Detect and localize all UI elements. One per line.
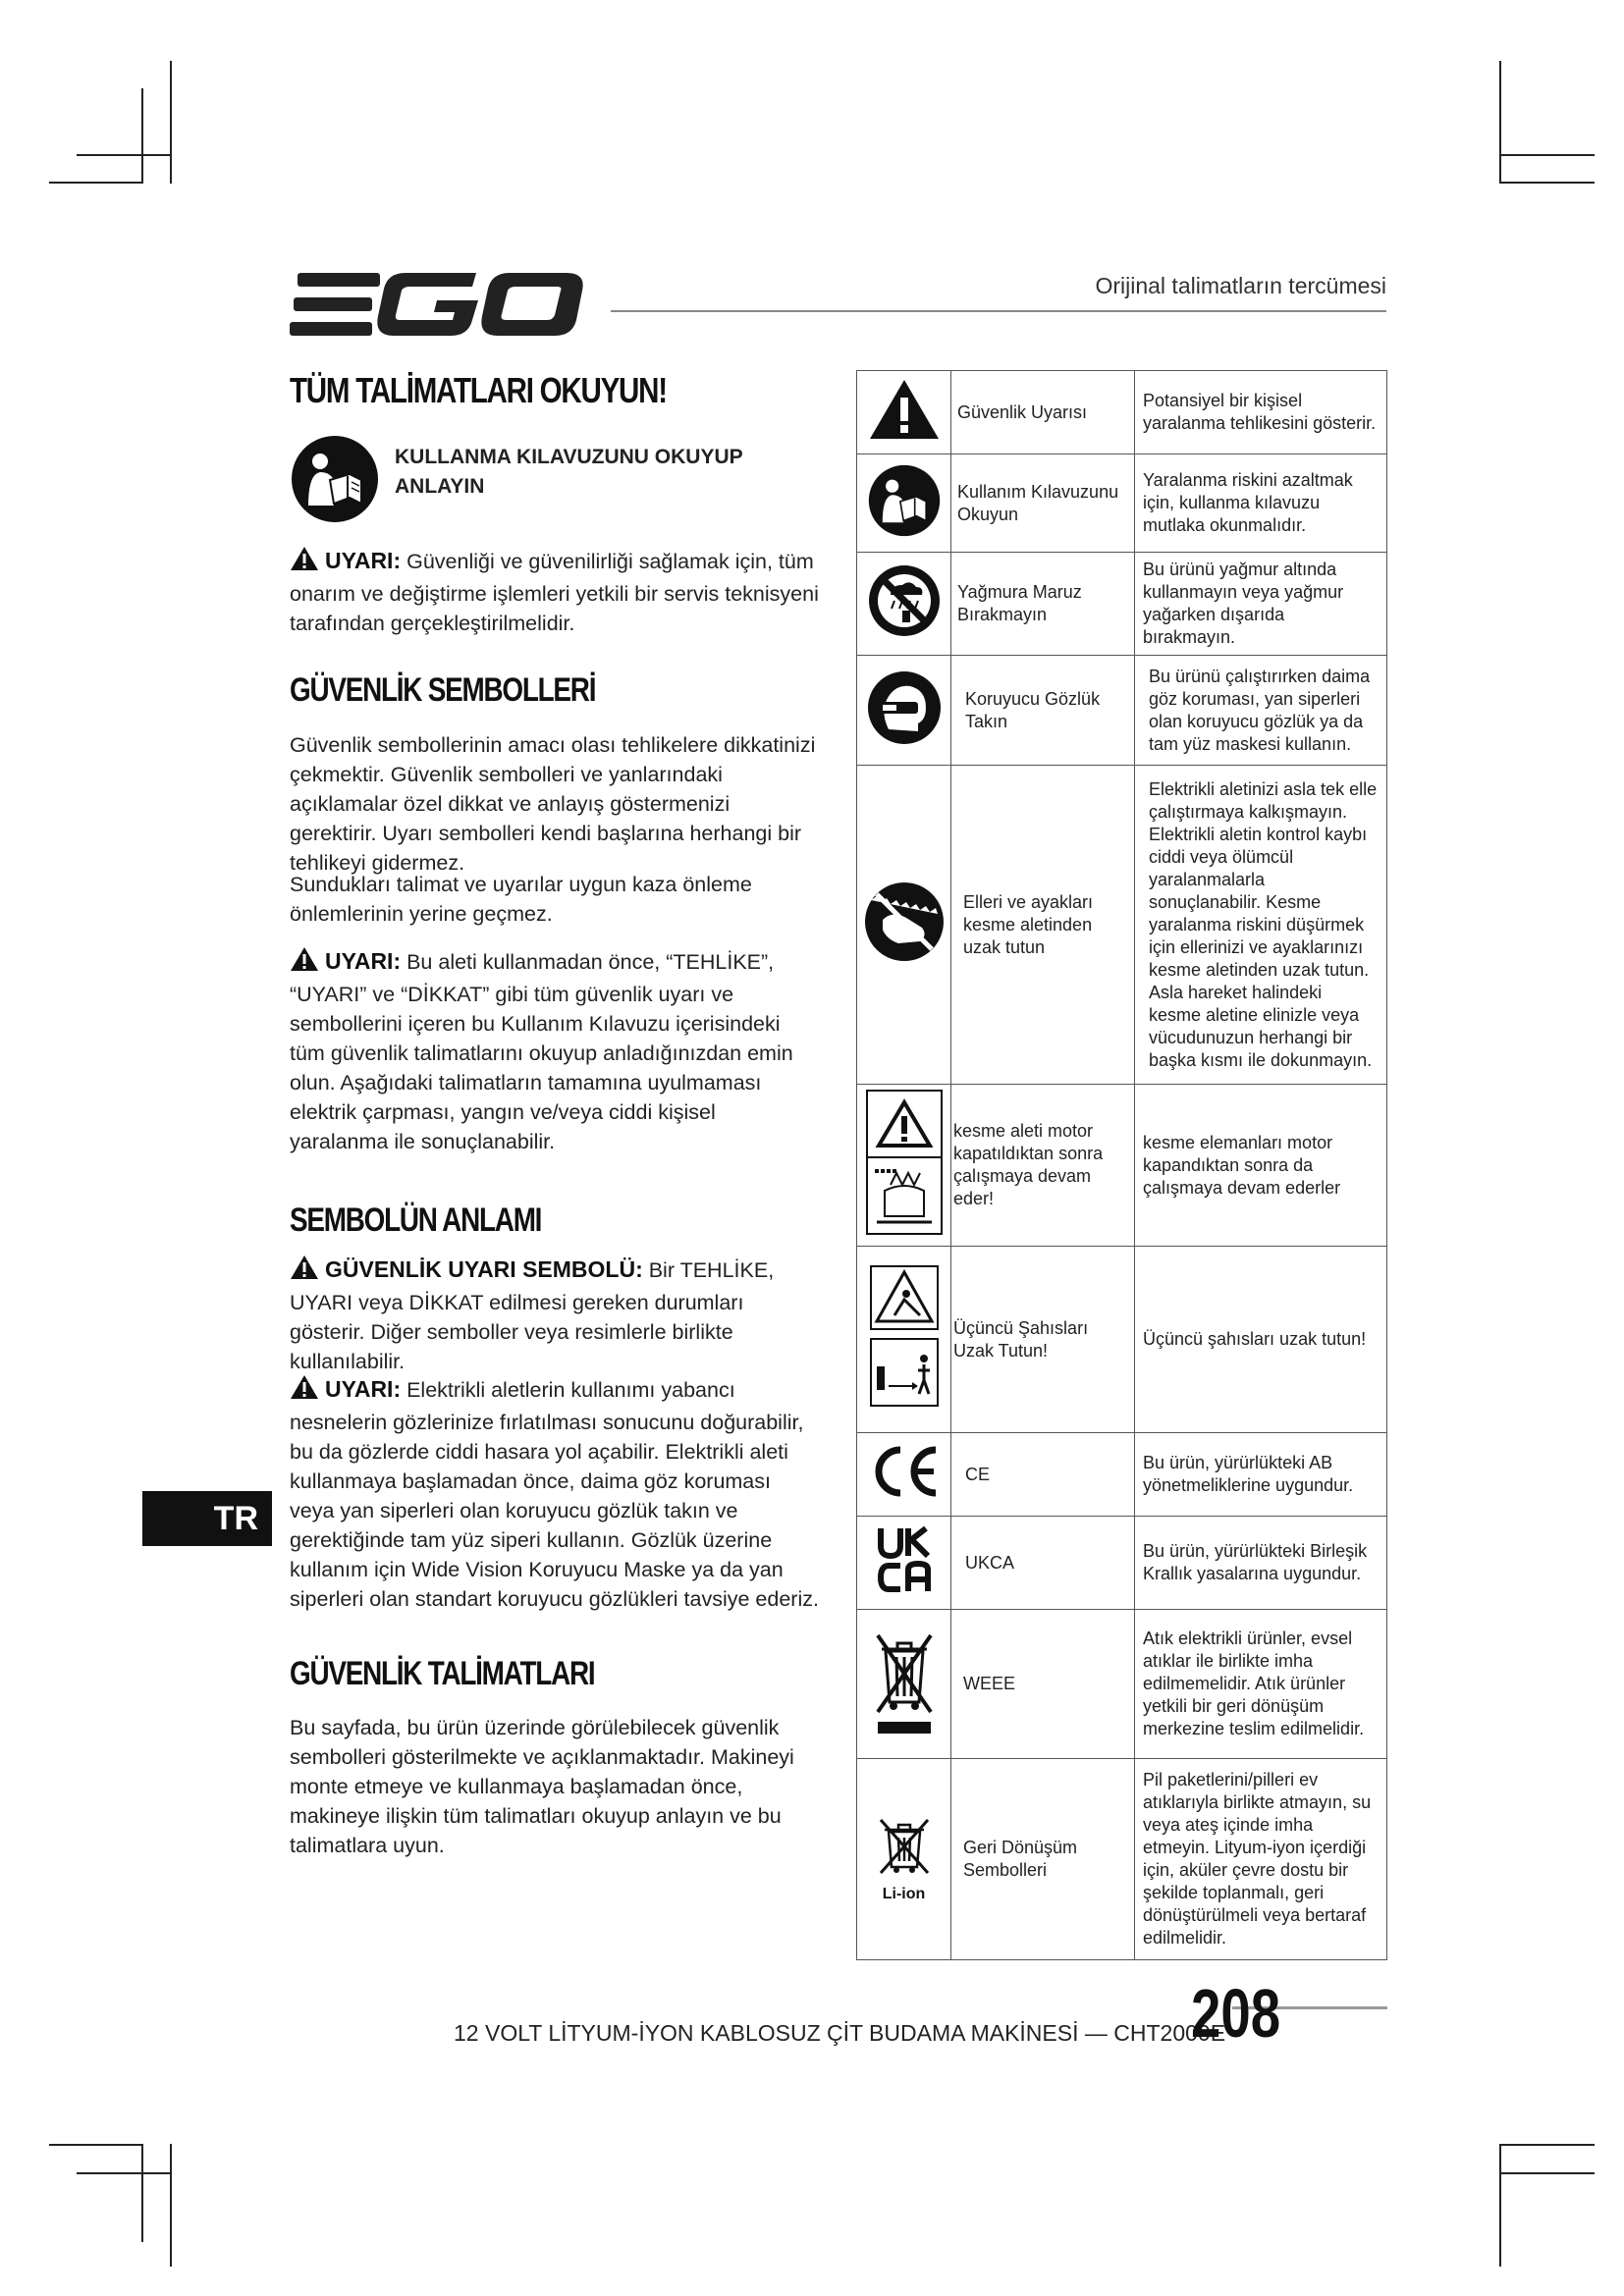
manual-instruction: KULLANMA KILAVUZUNU OKUYUP ANLAYIN (395, 446, 743, 498)
symbol-description: Pil paketlerini/pilleri ev atıklarıyla birlikte atmayın, su veya ateş içinde imha etmeyin. Lityum-iyon içerdiği için, aküler çevre dostu bir şekilde toplanmalı, geri dönüştürülmeli veya bertaraf edilmelidir. (1135, 1759, 1387, 1960)
page-number: 208 (1191, 1975, 1281, 2052)
symbol-name: Kullanım Kılavuzunu Okuyun (951, 454, 1135, 553)
header-subtitle: Orijinal talimatların tercümesi (1095, 273, 1386, 298)
symbol-name: Koruyucu Gözlük Takın (951, 656, 1135, 766)
ce-mark-icon (867, 1444, 942, 1499)
table-row (857, 1759, 1387, 1960)
symbol-icon-cell (857, 766, 951, 1085)
eye-protection-icon (867, 670, 942, 745)
symbol-name: kesme aleti motor kapatıldıktan sonra çalışmaya devam eder! (951, 1085, 1135, 1247)
safety-instructions-heading: GÜVENLİK TALİMATLARI (290, 1655, 595, 1692)
symbols-paragraph-1: Güvenlik sembollerinin amacı olası tehlikelere dikkatinizi çekmektir. Güvenlik sembolleri ve yanlarındaki açıklamalar özel dikkat ve anlayış göstermenizi gerektirir. Uyarı sembolleri kendi başlarına herhangi bir tehlikeyi gidermez. (290, 733, 816, 875)
symbol-icon-cell (857, 1247, 951, 1433)
warning-read-manual: UYARI: Bu aleti kullanmadan önce, “TEHLİKE”, “UYARI” ve “DİKKAT” gibi tüm güvenlik uyarı ve sembollerini içeren bu Kullanım Kılavuzu içerisindeki tüm güvenlik talimatlarını okuyup anladığınızdan emin olun. Aşağıdaki talimatların tamamına uyulmaması elektrik çarpması, yangın ve/veya ciddi kişisel yaralanma ile sonuçlanabilir. (290, 948, 793, 1153)
safety-symbols-heading: GÜVENLİK SEMBOLLERİ (290, 671, 596, 709)
warning-repairs: UYARI: Güvenliği ve güvenilirliği sağlamak için, tüm onarım ve değiştirme işlemleri yetkili bir servis teknisyeni tarafından gerçekleştirilmelidir. (290, 548, 819, 635)
table-row (857, 553, 1387, 656)
symbol-name: Güvenlik Uyarısı (951, 371, 1135, 454)
symbol-description: Bu ürünü çalıştırırken daima göz koruması, yan siperleri olan koruyucu gözlük ya da tam yüz maskesi kullanın. (1135, 656, 1387, 766)
symbol-name: Yağmura Maruz Bırakmayın (951, 553, 1135, 656)
ego-logo (290, 271, 584, 338)
bystanders-icon (865, 1258, 944, 1415)
table-row (857, 1517, 1387, 1610)
table-row (857, 1247, 1387, 1433)
warning-triangle-icon (290, 1374, 319, 1408)
table-row (857, 766, 1387, 1085)
warning-triangle-icon (290, 946, 319, 980)
symbol-name: Üçüncü Şahısları Uzak Tutun! (951, 1247, 1135, 1433)
weee-bin-icon (870, 1628, 939, 1735)
symbol-icon-cell (857, 454, 951, 553)
symbol-description: Bu ürün, yürürlükteki Birleşik Krallık yasalarına uygundur. (1135, 1517, 1387, 1610)
keep-hands-away-icon (863, 881, 946, 963)
symbol-description: Yaralanma riskini azaltmak için, kullanma kılavuzu mutlaka okunmalıdır. (1135, 454, 1387, 553)
symbol-icon-cell (857, 1517, 951, 1610)
symbols-paragraph-2: Sundukları talimat ve uyarılar uygun kaza önleme önlemlerinin yerine geçmez. (290, 873, 752, 926)
symbol-name: Geri Dönüşüm Sembolleri (951, 1759, 1135, 1960)
blade-coasting-icon (865, 1089, 944, 1236)
symbol-description: Üçüncü şahısları uzak tutun! (1135, 1247, 1387, 1433)
language-tab: TR (142, 1491, 272, 1546)
symbol-description: Potansiyel bir kişisel yaralanma tehlikesini gösterir. (1135, 371, 1387, 454)
table-row (857, 371, 1387, 454)
table-row (857, 454, 1387, 553)
no-rain-icon (867, 563, 942, 638)
table-row (857, 656, 1387, 766)
symbol-icon-cell (857, 553, 951, 656)
symbol-icon-cell (857, 656, 951, 766)
symbol-description: Elektrikli aletinizi asla tek elle çalıştırmaya kalkışmayın. Elektrikli aletin kontrol kaybı ciddi veya ölümcül yaralanmalarla sonuçlanabilir. Kesme yaralanma riskini düşürmek için ellerinizi ve ayaklarınızı kesme aletinden uzak tutun. Asla hareket halindeki kesme aletine elinizle veya vücudunuzun herhangi bir başka kısmı ile dokunmayın. (1135, 766, 1387, 1085)
symbol-description: kesme elemanları motor kapandıktan sonra da çalışmaya devam ederler (1135, 1085, 1387, 1247)
symbol-meaning-heading: SEMBOLÜN ANLAMI (290, 1201, 542, 1239)
symbol-icon-cell (857, 1759, 951, 1960)
table-row (857, 1610, 1387, 1759)
ukca-mark-icon (875, 1524, 934, 1595)
warning-triangle-icon (290, 1255, 319, 1288)
table-row (857, 1433, 1387, 1517)
li-ion-label: Li-ion (882, 1885, 926, 1902)
symbol-icon-cell (857, 371, 951, 454)
li-ion-recycle-icon (875, 1814, 934, 1877)
read-manual-icon (868, 464, 941, 537)
symbol-description: Bu ürünü yağmur altında kullanmayın veya yağmur yağarken dışarıda bırakmayın. (1135, 553, 1387, 656)
symbol-name: CE (951, 1433, 1135, 1517)
safety-instructions-text: Bu sayfada, bu ürün üzerinde görülebilecek güvenlik sembolleri gösterilmekte ve açıklanmaktadır. Makineyi monte etmeye ve kullanmaya başlamadan önce, makineye ilişkin tüm talimatları okuyup anlayın ve bu talimatlara uyun. (290, 1716, 794, 1857)
warning-eye-protection: UYARI: Elektrikli aletlerin kullanımı yabancı nesnelerin gözlerinize fırlatılması sonucunu doğurabilir, bu da gözlerde ciddi hasara yol açabilir. Elektrikli aleti kullanmaya başlamadan önce, daima göz koruması veya yan siperleri olan koruyucu gözlük takın ve gerektiğinde tam yüz siperi kullanın. Gözlük üzerine kullanım için Wide Vision Koruyucu Maske ya da yan siperleri olan standart koruyucu gözlükleri tavsiye ederiz. (290, 1376, 819, 1611)
symbol-description: Atık elektrikli ürünler, evsel atıklar ile birlikte imha edilmemelidir. Atık ürünler yetkili bir geri dönüşüm merkezine teslim edilmelidir. (1135, 1610, 1387, 1759)
symbol-icon-cell (857, 1433, 951, 1517)
symbol-name: WEEE (951, 1610, 1135, 1759)
read-manual-icon (291, 435, 379, 523)
symbol-icon-cell (857, 1610, 951, 1759)
footer-title: 12 VOLT LİTYUM-İYON KABLOSUZ ÇİT BUDAMA MAKİNESİ — CHT2000E (454, 2020, 1226, 2046)
header-rule (611, 310, 1386, 312)
warning-triangle-icon (868, 378, 941, 441)
symbols-table (856, 370, 1387, 1960)
warning-triangle-icon (290, 546, 319, 579)
read-instructions-heading: TÜM TALİMATLARI OKUYUN! (290, 370, 667, 410)
symbol-description: Bu ürün, yürürlükteki AB yönetmeliklerine uygundur. (1135, 1433, 1387, 1517)
safety-alert-symbol-text: GÜVENLİK UYARI SEMBOLÜ: Bir TEHLİKE, UYARI veya DİKKAT edilmesi gereken durumları gösterir. Diğer semboller veya resimlerle birlikte kullanılabilir. (290, 1256, 775, 1373)
symbol-name: UKCA (951, 1517, 1135, 1610)
symbol-icon-cell (857, 1085, 951, 1247)
table-row (857, 1085, 1387, 1247)
symbol-name: Elleri ve ayakları kesme aletinden uzak tutun (951, 766, 1135, 1085)
